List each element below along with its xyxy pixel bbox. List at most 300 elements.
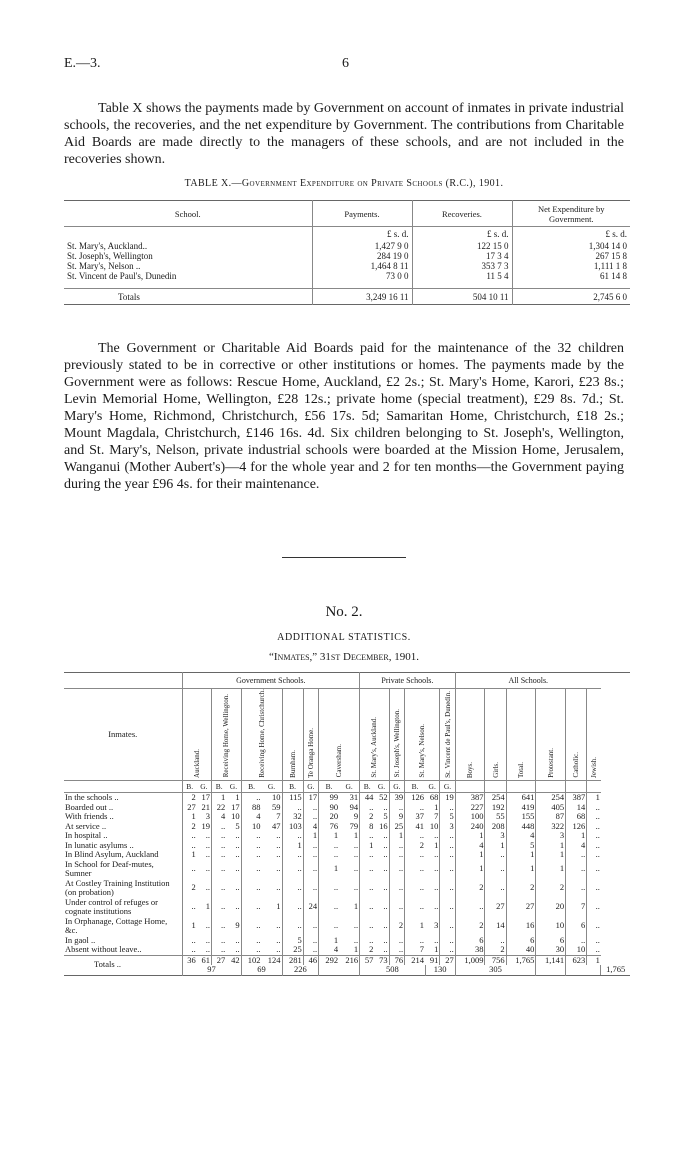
all-head-vertical: Protestant.	[546, 747, 555, 778]
all-head-vertical: Total.	[516, 761, 525, 778]
cell-value: 68	[429, 792, 439, 803]
cell-value: ..	[360, 850, 375, 860]
cell-value: 1	[212, 793, 227, 803]
cell-value: 1	[303, 831, 318, 841]
total-value: 61	[197, 955, 212, 965]
cell-value: ..	[182, 831, 197, 841]
cell-value: 19	[201, 820, 211, 831]
bg-head: G.	[226, 781, 241, 793]
cell-value: 208	[485, 822, 506, 832]
cell-value: ..	[383, 839, 388, 850]
cell-value: ..	[440, 898, 455, 917]
cell-value: 5	[440, 812, 455, 822]
school-head	[440, 689, 455, 781]
bg-head: B.	[182, 781, 197, 793]
section-subtitle: “Inmates,” 31st December, 1901.	[269, 651, 419, 663]
bg-head: G.	[425, 781, 440, 793]
cell-value: 8	[360, 822, 375, 832]
cell-value: ..	[276, 863, 281, 874]
cell-value: 14	[566, 803, 587, 813]
cell-value: 38	[455, 945, 485, 955]
cell-value: ..	[440, 917, 455, 936]
inmate-category: In Orphanage, Cottage Home, &c.	[65, 915, 168, 936]
cell-value: 115	[282, 793, 303, 803]
cell-value: 1	[389, 831, 404, 841]
cell-value: ..	[182, 936, 197, 946]
cell-value: 2	[182, 822, 197, 832]
all-head	[587, 689, 601, 781]
cell-value: 1	[455, 860, 485, 879]
table-row	[64, 898, 630, 917]
cell-value: 27	[485, 898, 506, 917]
total-value: 36	[182, 955, 197, 965]
cell-value: ..	[440, 879, 455, 898]
school-head	[360, 689, 390, 781]
cell-value: 155	[506, 812, 536, 822]
table-row	[64, 261, 630, 271]
cell-value: ..	[212, 860, 227, 879]
inmate-category: In School for Deaf-mutes, Sumner	[65, 858, 154, 879]
bg-empty	[455, 781, 485, 793]
cell-value: 4	[303, 822, 318, 832]
cell-value: ..	[276, 882, 281, 893]
cell-value: ..	[205, 882, 211, 893]
cell-value: ..	[587, 841, 601, 851]
cell-value: ..	[212, 831, 227, 841]
cell-value: ..	[434, 934, 439, 945]
cell-value: ..	[303, 850, 318, 860]
cell-value: ..	[319, 879, 339, 898]
cell-value: 1	[405, 917, 425, 936]
cell-value: 387	[566, 793, 587, 803]
cell-value: ..	[353, 934, 359, 945]
cell-value: 6	[536, 936, 566, 946]
all-head	[485, 689, 506, 781]
bg-head: B.	[360, 781, 375, 793]
cell-value: ..	[566, 850, 587, 860]
school-name-vertical: St. Vincent de Paul's, Dunedin.	[443, 690, 452, 778]
cell-value: ..	[440, 860, 455, 879]
cell-value: 1	[319, 936, 339, 946]
cell-value: ..	[235, 944, 240, 955]
cell-value: 9	[389, 812, 404, 822]
cell-value: ..	[212, 822, 227, 832]
bg-head: B.	[319, 781, 339, 793]
cell-value: ..	[587, 822, 601, 832]
bg-head: G.	[389, 781, 404, 793]
cell-value: 4	[506, 831, 536, 841]
cell-value: ..	[182, 898, 197, 917]
cell-value: ..	[360, 803, 375, 813]
cell-value: ..	[235, 830, 240, 841]
cell-value: ..	[389, 945, 404, 955]
cell-value: 1	[205, 901, 211, 912]
cell-value: ..	[485, 936, 506, 946]
cell-value: 14	[485, 917, 506, 936]
cell-value: 1	[182, 850, 197, 860]
table-row	[64, 936, 630, 946]
cell-value: ..	[276, 934, 281, 945]
payments-cell: 1,427 9 0	[312, 241, 412, 251]
bg-head: G.	[303, 781, 318, 793]
col-net: Net Expenditure by Government.	[512, 201, 630, 227]
cell-value: 254	[485, 793, 506, 803]
cell-value: 25	[282, 945, 303, 955]
all-head	[455, 689, 485, 781]
spacer-row	[64, 281, 630, 289]
cell-value: 10	[231, 811, 240, 822]
bg-empty	[566, 781, 587, 793]
group-government: Government Schools.	[182, 673, 360, 689]
cell-value: ..	[235, 934, 240, 945]
cell-value: ..	[434, 882, 439, 893]
cell-value: 25	[389, 822, 404, 832]
cell-value: 94	[349, 801, 359, 812]
cell-value: ..	[566, 879, 587, 898]
payments-cell: 73 0 0	[312, 271, 412, 281]
bg-empty	[64, 781, 182, 793]
cell-value: ..	[360, 831, 375, 841]
school-name-vertical: St. Mary's, Nelson.	[418, 724, 427, 778]
cell-value: 1	[536, 850, 566, 860]
cell-value: 20	[319, 812, 339, 822]
cell-value: 76	[319, 822, 339, 832]
cell-value: 1	[434, 839, 439, 850]
cell-value: ..	[235, 863, 240, 874]
net-cell: 1,111 1 8	[512, 261, 630, 271]
cell-value: ..	[405, 860, 425, 879]
cell-value: ..	[212, 841, 227, 851]
school-head	[212, 689, 242, 781]
cell-value: 641	[506, 793, 536, 803]
cell-value: 40	[506, 945, 536, 955]
bg-head: G.	[440, 781, 455, 793]
cell-value: ..	[212, 936, 227, 946]
cell-value: 90	[319, 803, 339, 813]
all-head-vertical: Boys.	[466, 761, 475, 778]
total-value: 216	[339, 955, 359, 965]
cell-value: ..	[241, 898, 261, 917]
grand-total-value	[566, 965, 601, 975]
cell-value: ..	[383, 830, 388, 841]
cell-value: ..	[485, 850, 506, 860]
cell-value: ..	[241, 879, 261, 898]
cell-value: 99	[319, 793, 339, 803]
cell-value: 1	[282, 841, 303, 851]
cell-value: ..	[353, 863, 359, 874]
cell-value: 17	[303, 793, 318, 803]
cell-value: ..	[587, 898, 601, 917]
cell-value: 7	[405, 945, 425, 955]
cell-value: 44	[360, 793, 375, 803]
cell-value: 1	[353, 830, 359, 841]
cell-value: ..	[353, 920, 359, 931]
cell-value: ..	[182, 945, 197, 955]
cell-value: 126	[405, 793, 425, 803]
cell-value: ..	[383, 863, 388, 874]
all-head	[536, 689, 566, 781]
net-cell: 267 15 8	[512, 251, 630, 261]
totals-label: Totals	[64, 289, 312, 305]
payments-paragraph: The Government or Charitable Aid Boards paid for the maintenance of the 32 children previously stated to be in corrective or other institutions or homes. The payments made by the Government were as follows: Rescue Home, Auckland, £2 2s.; St. Mary's Home, Karori, £23 8s.; Levin Memorial Home, Wellington, £28 12s.; private home (special treatment), £29 8s. 7d.; St. Mary's Home, Richmond, Christchurch, £56 17s. 5d; Samaritan Home, Christchurch, £18 2s.; Mount Magdala, Christchurch, £146 16s. 4d. Six children belonging to St. Joseph's, Wellington, and St. Mary's, Nelson, private industrial schools were boarded at the Mission Home, Jerusalem, Wanganui (Mother Aubert's)—4 for the whole year and 2 for ten months—the Government paying during the year £96 4s. for their maintenance.	[64, 341, 624, 492]
school-head	[303, 689, 318, 781]
cell-value: ..	[319, 850, 339, 860]
total-value: 756	[485, 955, 506, 965]
school-name: St. Vincent de Paul's, Dunedin	[67, 270, 177, 281]
section-number: No. 2.	[325, 604, 363, 620]
cell-value: ..	[405, 898, 425, 917]
cell-value: ..	[319, 841, 339, 851]
cell-value: ..	[212, 898, 227, 917]
cell-value: 1	[536, 841, 566, 851]
cell-value: ..	[383, 901, 388, 912]
cell-value: 31	[349, 792, 359, 803]
inmates-label: Inmates.	[64, 689, 182, 781]
cell-value: ..	[389, 860, 404, 879]
cell-value: 10	[566, 945, 587, 955]
cell-value: 1	[485, 841, 506, 851]
cell-value: ..	[383, 801, 388, 812]
cell-value: ..	[434, 849, 439, 860]
school-name: St. Mary's, Nelson ..	[67, 260, 141, 271]
cell-value: 1	[506, 860, 536, 879]
cell-value: ..	[212, 850, 227, 860]
cell-value: 88	[241, 803, 261, 813]
total-value: 73	[374, 955, 389, 965]
cell-value: ..	[241, 945, 261, 955]
cell-value: 59	[272, 801, 281, 812]
cell-value: ..	[587, 831, 601, 841]
total-value: 57	[360, 955, 375, 965]
recoveries-cell: 122 15 0	[412, 241, 512, 251]
cell-value: ..	[405, 803, 425, 813]
bg-empty	[587, 781, 601, 793]
table-row	[64, 945, 630, 955]
cell-value: ..	[282, 879, 303, 898]
cell-value: 6	[455, 936, 485, 946]
grand-total-value	[536, 965, 566, 975]
cell-value: 79	[349, 820, 359, 831]
recoveries-cell: 353 7 3	[412, 261, 512, 271]
total-value: 27	[212, 955, 227, 965]
cell-value: 52	[379, 792, 388, 803]
bg-header-row	[64, 781, 630, 793]
school-head	[389, 689, 404, 781]
payments-cell: 1,464 8 11	[312, 261, 412, 271]
cell-value: 87	[536, 812, 566, 822]
col-payments: Payments.	[312, 201, 412, 227]
table-row	[64, 860, 630, 879]
bg-head: B.	[212, 781, 227, 793]
cell-value: ..	[303, 812, 318, 822]
bg-head: B.	[405, 781, 425, 793]
cell-value: 4	[212, 812, 227, 822]
inmate-category: In Blind Asylum, Auckland	[65, 849, 159, 860]
cell-value: 19	[440, 793, 455, 803]
cell-value: ..	[235, 901, 240, 912]
cell-value: ..	[566, 936, 587, 946]
cell-value: 103	[282, 822, 303, 832]
cell-value: 1	[182, 812, 197, 822]
cell-value: 3	[434, 920, 439, 931]
cell-value: 1	[566, 831, 587, 841]
currency-head: £ s. d.	[512, 227, 630, 241]
school-name-vertical: St. Joseph's, Wellington.	[392, 709, 401, 778]
cell-value: ..	[276, 839, 281, 850]
cell-value: ..	[205, 863, 211, 874]
group-header-row	[64, 673, 630, 689]
cell-value: 3	[485, 831, 506, 841]
cell-value: ..	[440, 841, 455, 851]
cell-value: 7	[566, 898, 587, 917]
cell-value: 41	[405, 822, 425, 832]
payments-cell: 284 19 0	[312, 251, 412, 261]
cell-value: ..	[241, 793, 261, 803]
section-divider	[282, 557, 406, 558]
cell-value: 17	[231, 801, 240, 812]
cell-value: ..	[405, 879, 425, 898]
cell-value: 7	[276, 811, 281, 822]
cell-value: 4	[241, 812, 261, 822]
school-name-vertical: Receiving Home, Christchurch.	[257, 689, 266, 778]
cell-value: 68	[566, 812, 587, 822]
cell-value: ..	[282, 803, 303, 813]
cell-value: ..	[205, 849, 211, 860]
cell-value: 2	[455, 879, 485, 898]
grand-total-value: 305	[455, 965, 536, 975]
table-row	[64, 831, 630, 841]
cell-value: ..	[276, 920, 281, 931]
cell-value: ..	[389, 879, 404, 898]
school-header-row	[64, 689, 630, 781]
inmate-category: Under control of refuges or cognate institutions	[65, 896, 158, 917]
inmate-category: At Costley Training Institution (on probation)	[65, 877, 170, 898]
all-head	[506, 689, 536, 781]
total-value: 1	[587, 955, 601, 965]
total-value: 102	[241, 955, 261, 965]
cell-value: 2	[182, 793, 197, 803]
total-value: 91	[425, 955, 440, 965]
table-x-caption	[64, 178, 624, 189]
cell-value: 1	[276, 901, 281, 912]
cell-value: 1	[319, 831, 339, 841]
cell-value: ..	[440, 831, 455, 841]
cell-value: ..	[205, 839, 211, 850]
net-cell: 61 14 8	[512, 271, 630, 281]
bg-empty	[506, 781, 536, 793]
bg-head: B.	[282, 781, 303, 793]
table-row	[64, 812, 630, 822]
bg-head: G.	[197, 781, 212, 793]
col-school: School.	[64, 201, 312, 227]
cell-value: 2	[360, 812, 375, 822]
cell-value: ..	[276, 849, 281, 860]
cell-value: ..	[389, 936, 404, 946]
total-value: 281	[282, 955, 303, 965]
cell-value: 7	[434, 811, 439, 822]
grand-total-value: 130	[425, 965, 455, 975]
cell-value: ..	[353, 839, 359, 850]
bg-empty	[536, 781, 566, 793]
cell-value: 4	[566, 841, 587, 851]
cell-value: 254	[536, 793, 566, 803]
cell-value: 37	[405, 812, 425, 822]
inmate-category: Boarded out ..	[65, 801, 114, 812]
table-x-caption-prefix: TABLE X.—	[184, 178, 242, 189]
cell-value: ..	[405, 850, 425, 860]
inmate-category: With friends ..	[65, 811, 114, 822]
cell-value: ..	[485, 860, 506, 879]
cell-value: 10	[536, 917, 566, 936]
cell-value: 5	[506, 841, 536, 851]
cell-value: 1	[182, 917, 197, 936]
cell-value: 47	[272, 820, 281, 831]
cell-value: 10	[429, 820, 439, 831]
school-head	[319, 689, 360, 781]
cell-value: ..	[383, 849, 388, 860]
school-name-vertical: Receiving Home, Wellington.	[222, 694, 231, 778]
cell-value: ..	[205, 934, 211, 945]
table-row	[64, 879, 630, 898]
cell-value: 6	[566, 917, 587, 936]
cell-value: ..	[383, 934, 388, 945]
cell-value: ..	[303, 945, 318, 955]
cell-value: ..	[182, 841, 197, 851]
total-value: 124	[262, 955, 282, 965]
table-row	[64, 803, 630, 813]
grand-total-value: 226	[282, 965, 319, 975]
cell-value: 1	[434, 801, 439, 812]
cell-value: 9	[235, 920, 240, 931]
cell-value: ..	[360, 860, 375, 879]
cell-value: 2	[360, 945, 375, 955]
cell-value: 6	[506, 936, 536, 946]
cell-value: ..	[276, 830, 281, 841]
cell-value: 1	[319, 860, 339, 879]
cell-value: 24	[303, 898, 318, 917]
cell-value: ..	[389, 841, 404, 851]
cell-value: 21	[201, 801, 211, 812]
cell-value: 240	[455, 822, 485, 832]
cell-value: ..	[360, 879, 375, 898]
totals-net: 2,745 6 0	[512, 289, 630, 305]
cell-value: 1	[353, 944, 359, 955]
cell-value: 3	[536, 831, 566, 841]
cell-value: 2	[389, 917, 404, 936]
cell-value: 5	[282, 936, 303, 946]
cell-value: 5	[383, 811, 388, 822]
cell-value: ..	[587, 917, 601, 936]
cell-value: ..	[212, 945, 227, 955]
cell-value: ..	[282, 850, 303, 860]
school-name-vertical: St. Mary's, Auckland.	[370, 717, 379, 778]
cell-value: ..	[303, 803, 318, 813]
cell-value: ..	[212, 879, 227, 898]
cell-value: ..	[205, 830, 211, 841]
cell-value: ..	[587, 860, 601, 879]
cell-value: ..	[282, 860, 303, 879]
totals-recoveries: 504 10 11	[412, 289, 512, 305]
cell-value: ..	[276, 944, 281, 955]
cell-value: 227	[455, 803, 485, 813]
cell-value: ..	[235, 849, 240, 860]
cell-value: ..	[241, 860, 261, 879]
table-row	[64, 271, 630, 281]
cell-value: ..	[587, 936, 601, 946]
cell-value: 30	[536, 945, 566, 955]
cell-value: ..	[587, 879, 601, 898]
cell-value: ..	[440, 936, 455, 946]
